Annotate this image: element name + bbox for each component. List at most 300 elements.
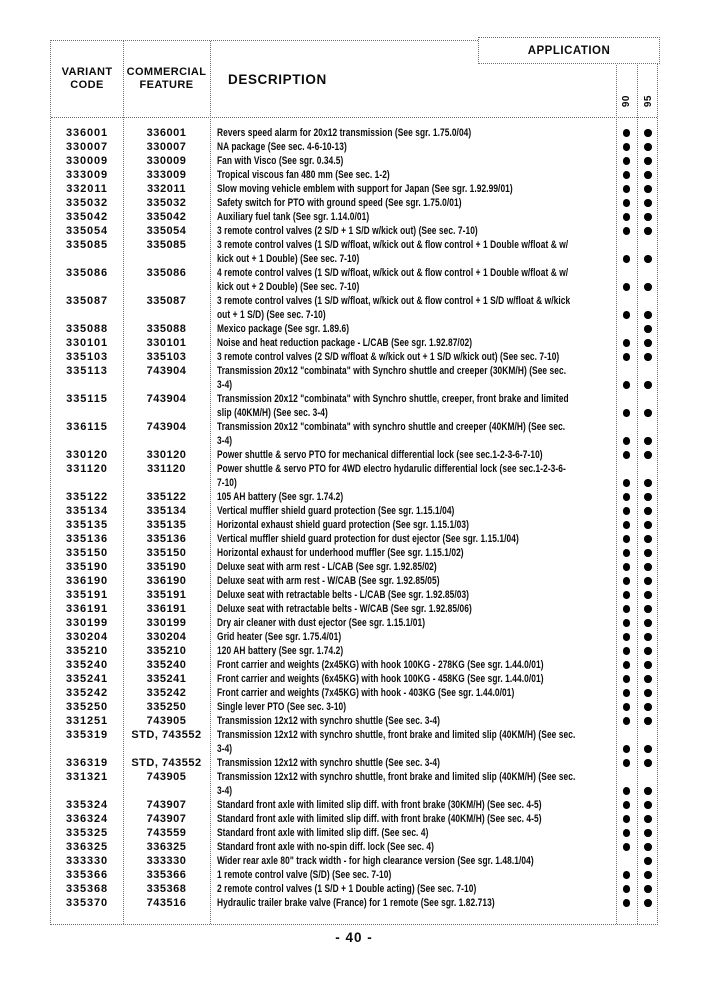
application-dot: [644, 199, 652, 207]
description-line: Vertical muffler shield guard protection (See sgr. 1.15.1/04): [217, 505, 455, 517]
commercial-feature-cell: 743905: [146, 715, 187, 727]
app-90-cell: [616, 518, 637, 532]
application-dot: [623, 171, 631, 179]
app-90-cell: [616, 672, 637, 686]
application-dot: [644, 759, 652, 767]
app-95-cell: [637, 546, 659, 560]
app-95-cell: [637, 154, 659, 168]
description-line: 105 AH battery (See sgr. 1.74.2): [217, 491, 344, 503]
variant-code-cell: 336190: [65, 575, 109, 587]
variant-code-cell: 335210: [65, 645, 109, 657]
description-cell: [210, 840, 616, 854]
variant-code-cell: 335054: [65, 225, 109, 237]
table-row: [51, 350, 657, 364]
variant-code-cell: 335370: [65, 897, 109, 909]
description-line: Standard front axle with limited slip diff. with front brake (30KM/H) (See sec. 4-5): [217, 799, 542, 811]
page-number: - 40 -: [335, 930, 373, 945]
description-cell: [210, 224, 616, 238]
app-95-cell: [637, 700, 659, 714]
application-dot: [644, 311, 652, 319]
description-line: 3 remote control valves (2 S/D + 1 S/D w/kick out) (See sec. 7-10): [217, 225, 478, 237]
description-line: 7-10): [217, 477, 237, 489]
variant-code-cell: 335191: [65, 589, 109, 601]
table-row: [51, 756, 657, 770]
commercial-feature-cell: 336001: [146, 127, 187, 139]
variant-code-cell: 330101: [65, 337, 109, 349]
commercial-feature-cell: STD, 743552: [131, 757, 202, 769]
description-line: Transmission 12x12 with synchro shuttle, front brake and limited slip (40KM/H) (See sec.: [217, 729, 576, 741]
application-dot: [623, 843, 631, 851]
table-row: [51, 322, 657, 336]
application-dot: [623, 507, 631, 515]
application-dot: [623, 185, 631, 193]
app-col-90-header: [616, 64, 637, 117]
application-dot: [623, 871, 631, 879]
app-90-cell: [616, 574, 637, 588]
table-row: [51, 266, 657, 294]
description-cell: [210, 770, 616, 798]
application-dot: [644, 185, 652, 193]
description-cell: [210, 364, 616, 392]
app-95-cell: [637, 266, 659, 294]
app-90-cell: [616, 602, 637, 616]
commercial-feature-cell: 743904: [146, 393, 187, 405]
variant-code-cell: 335150: [65, 547, 109, 559]
application-dot: [623, 535, 631, 543]
variant-code-cell: 336115: [66, 421, 108, 433]
app-90-cell: [616, 322, 637, 336]
description-cell: [210, 574, 616, 588]
table-row: [51, 868, 657, 882]
app-90-cell: [616, 168, 637, 182]
app-90-cell: [616, 238, 637, 266]
application-dot: [644, 255, 652, 263]
app-95-cell: [637, 644, 659, 658]
application-dot: [644, 843, 652, 851]
app-90-cell: [616, 756, 637, 770]
app-90-cell: [616, 630, 637, 644]
variant-code-cell: 336319: [65, 757, 109, 769]
app-95-cell: [637, 686, 659, 700]
description-line: Revers speed alarm for 20x12 transmission (See sgr. 1.75.0/04): [217, 127, 472, 139]
description-cell: [210, 322, 616, 336]
description-cell: [210, 462, 616, 490]
app-90-cell: [616, 140, 637, 154]
description-line: NA package (See sec. 4-6-10-13): [217, 141, 347, 153]
app-95-cell: [637, 770, 659, 798]
description-cell: [210, 154, 616, 168]
description-line: Transmission 20x12 "combinata" with Synchro shuttle, creeper, front brake and limited: [217, 393, 569, 405]
app-90-cell: [616, 896, 637, 910]
app-90-cell: [616, 266, 637, 294]
application-dot: [644, 661, 652, 669]
variant-code-cell: 330007: [65, 141, 109, 153]
app-95-cell: [637, 392, 659, 420]
app-95-cell: [637, 182, 659, 196]
description-line: Front carrier and weights (6x45KG) with hook 100KG - 458KG (See sgr. 1.44.0/01): [217, 673, 544, 685]
application-dot: [644, 647, 652, 655]
variant-code-header-line2: CODE: [70, 79, 104, 91]
application-dot: [623, 563, 631, 571]
application-dot: [644, 675, 652, 683]
description-line: Vertical muffler shield guard protection for dust ejector (See sgr. 1.15.1/04): [217, 533, 519, 545]
commercial-feature-cell: 335210: [146, 645, 187, 657]
application-dot: [644, 815, 652, 823]
description-cell: [210, 826, 616, 840]
application-dot: [623, 899, 631, 907]
application-dot: [644, 409, 652, 417]
table-row: [51, 462, 657, 490]
app-col-90-label: 90: [621, 94, 632, 107]
commercial-feature-header-line2: FEATURE: [139, 79, 194, 91]
commercial-feature-cell: 330120: [146, 449, 187, 461]
description-line: Fan with Visco (See sgr. 0.34.5): [217, 155, 344, 167]
app-90-cell: [616, 868, 637, 882]
application-dot: [623, 311, 631, 319]
app-95-cell: [637, 504, 659, 518]
app-90-cell: [616, 686, 637, 700]
table-row: [51, 686, 657, 700]
table-row: [51, 896, 657, 910]
application-dot: [623, 129, 631, 137]
description-cell: [210, 490, 616, 504]
app-90-cell: [616, 616, 637, 630]
app-95-cell: [637, 714, 659, 728]
app-90-cell: [616, 224, 637, 238]
application-dot: [623, 227, 631, 235]
variant-code-cell: 335135: [65, 519, 109, 531]
application-dot: [623, 815, 631, 823]
app-95-cell: [637, 420, 659, 448]
commercial-feature-cell: 330009: [146, 155, 187, 167]
table-row: [51, 882, 657, 896]
application-dot: [623, 787, 631, 795]
table-row: [51, 588, 657, 602]
description-line: 120 AH battery (See sgr. 1.74.2): [217, 645, 344, 657]
description-line: out + 1 S/D) (See sec. 7-10): [217, 309, 326, 321]
description-line: Transmission 12x12 with synchro shuttle (See sec. 3-4): [217, 757, 440, 769]
application-dot: [623, 409, 631, 417]
application-dot: [644, 339, 652, 347]
commercial-feature-cell: 335240: [146, 659, 187, 671]
application-dot: [623, 591, 631, 599]
application-dot: [644, 227, 652, 235]
application-dot: [644, 899, 652, 907]
commercial-feature-cell: 743904: [146, 421, 187, 433]
description-line: Front carrier and weights (7x45KG) with hook - 403KG (See sgr. 1.44.0/01): [217, 687, 515, 699]
description-line: Transmission 20x12 "combinata" with Synchro shuttle and creeper (30KM/H) (See sec.: [217, 365, 567, 377]
commercial-feature-cell: 335042: [146, 211, 187, 223]
app-col-95-header: [637, 64, 659, 117]
app-90-cell: [616, 532, 637, 546]
table-row: [51, 700, 657, 714]
app-95-cell: [637, 588, 659, 602]
application-dot: [644, 171, 652, 179]
application-dot: [623, 885, 631, 893]
commercial-feature-cell: 330204: [146, 631, 187, 643]
description-line: 1 remote control valve (S/D) (See sec. 7-10): [217, 869, 392, 881]
application-dot: [623, 521, 631, 529]
table-row: [51, 490, 657, 504]
application-dot: [623, 353, 631, 361]
description-line: kick out + 1 Double) (See sec. 7-10): [217, 253, 360, 265]
application-dot: [623, 759, 631, 767]
commercial-feature-cell: 330007: [146, 141, 187, 153]
app-90-cell: [616, 350, 637, 364]
application-dot: [623, 549, 631, 557]
variant-code-cell: 335324: [65, 799, 109, 811]
application-dot: [623, 801, 631, 809]
application-dot: [623, 437, 631, 445]
application-dot: [623, 829, 631, 837]
application-dot: [644, 283, 652, 291]
application-dot: [644, 325, 652, 333]
app-95-cell: [637, 756, 659, 770]
commercial-feature-cell: 335032: [146, 197, 187, 209]
description-line: Transmission 12x12 with synchro shuttle, front brake and limited slip (40KM/H) (See sec.: [217, 771, 576, 783]
description-line: Hydraulic trailer brake valve (France) for 1 remote (See sgr. 1.82.713): [217, 897, 495, 909]
app-95-cell: [637, 364, 659, 392]
app-90-cell: [616, 504, 637, 518]
description-line: 2 remote control valves (1 S/D + 1 Double acting) (See sec. 7-10): [217, 883, 477, 895]
application-dot: [644, 521, 652, 529]
description-line: Grid heater (See sgr. 1.75.4/01): [217, 631, 342, 643]
table-row: [51, 854, 657, 868]
application-dot: [644, 633, 652, 641]
app-95-cell: [637, 518, 659, 532]
description-line: Noise and heat reduction package - L/CAB (See sgr. 1.92.87/02): [217, 337, 473, 349]
table-row: [51, 182, 657, 196]
app-95-cell: [637, 672, 659, 686]
app-95-cell: [637, 126, 659, 140]
variant-code-cell: 335250: [65, 701, 109, 713]
application-dot: [623, 577, 631, 585]
variant-code-cell: 335115: [66, 393, 108, 405]
app-90-cell: [616, 658, 637, 672]
application-dot: [644, 353, 652, 361]
description-cell: [210, 672, 616, 686]
variant-code-cell: 335113: [66, 365, 108, 377]
variant-code-cell: 332011: [66, 183, 108, 195]
application-dot: [623, 661, 631, 669]
description-cell: [210, 882, 616, 896]
app-90-cell: [616, 588, 637, 602]
variant-code-cell: 335242: [65, 687, 109, 699]
variant-code-cell: 331321: [65, 771, 109, 783]
app-90-cell: [616, 196, 637, 210]
variant-code-cell: 336324: [65, 813, 109, 825]
description-line: Deluxe seat with arm rest - W/CAB (See sgr. 1.92.85/05): [217, 575, 440, 587]
app-90-cell: [616, 392, 637, 420]
application-dot: [644, 381, 652, 389]
description-line: slip (40KM/H) (See sec. 3-4): [217, 407, 328, 419]
app-90-cell: [616, 364, 637, 392]
table-row: [51, 140, 657, 154]
commercial-feature-cell: 333009: [146, 169, 187, 181]
app-90-cell: [616, 210, 637, 224]
application-dot: [644, 437, 652, 445]
variant-code-header: [51, 41, 123, 117]
description-line: Single lever PTO (See sec. 3-10): [217, 701, 347, 713]
app-95-cell: [637, 238, 659, 266]
commercial-feature-cell: STD, 743552: [131, 729, 202, 741]
description-header: DESCRIPTION: [228, 71, 327, 87]
commercial-feature-header: [123, 41, 210, 117]
application-dot: [644, 829, 652, 837]
application-dot: [644, 493, 652, 501]
application-dot: [644, 213, 652, 221]
table-row: [51, 616, 657, 630]
application-dot: [623, 689, 631, 697]
application-dot: [623, 493, 631, 501]
description-cell: [210, 504, 616, 518]
variant-code-cell: 331251: [65, 715, 109, 727]
table-row: [51, 798, 657, 812]
application-dot: [644, 591, 652, 599]
application-dot: [644, 451, 652, 459]
variant-code-cell: 330199: [65, 617, 109, 629]
description-line: Standard front axle with limited slip diff. with front brake (40KM/H) (See sec. 4-5): [217, 813, 542, 825]
app-90-cell: [616, 854, 637, 868]
description-cell: [210, 336, 616, 350]
commercial-feature-cell: 335366: [146, 869, 187, 881]
application-dot: [623, 633, 631, 641]
application-dot: [644, 787, 652, 795]
variant-code-cell: 336001: [65, 127, 109, 139]
table-row: [51, 714, 657, 728]
description-line: Power shuttle & servo PTO for 4WD electro hydarulic differential lock (see sec.1-2-3-6-: [217, 463, 566, 475]
app-90-cell: [616, 770, 637, 798]
variant-code-cell: 335368: [65, 883, 109, 895]
description-cell: [210, 294, 616, 322]
app-90-cell: [616, 728, 637, 756]
application-dot: [644, 871, 652, 879]
table-row: [51, 812, 657, 826]
description-line: Transmission 12x12 with synchro shuttle (See sec. 3-4): [217, 715, 440, 727]
commercial-feature-cell: 330199: [146, 617, 187, 629]
description-line: Front carrier and weights (2x45KG) with hook 100KG - 278KG (See sgr. 1.44.0/01): [217, 659, 544, 671]
description-cell: [210, 812, 616, 826]
description-line: Standard front axle with limited slip diff. (See sec. 4): [217, 827, 429, 839]
variant-code-cell: 335366: [65, 869, 109, 881]
description-cell: [210, 448, 616, 462]
application-dot: [644, 605, 652, 613]
commercial-feature-cell: 335085: [146, 239, 187, 251]
app-95-cell: [637, 336, 659, 350]
commercial-feature-cell: 743559: [146, 827, 187, 839]
app-95-cell: [637, 490, 659, 504]
application-dot: [623, 213, 631, 221]
app-95-cell: [637, 224, 659, 238]
commercial-feature-cell: 335136: [146, 533, 187, 545]
description-cell: [210, 126, 616, 140]
description-line: Deluxe seat with retractable belts - L/CAB (See sgr. 1.92.85/03): [217, 589, 470, 601]
description-cell: [210, 644, 616, 658]
description-line: Wider rear axle 80" track width - for high clearance version (See sgr. 1.48.1/04): [217, 855, 534, 867]
table-row: [51, 518, 657, 532]
app-90-cell: [616, 812, 637, 826]
table-row: [51, 658, 657, 672]
description-cell: [210, 420, 616, 448]
commercial-feature-cell: 333330: [146, 855, 187, 867]
table-row: [51, 630, 657, 644]
app-95-cell: [637, 602, 659, 616]
description-cell: [210, 182, 616, 196]
app-95-cell: [637, 630, 659, 644]
description-line: Standard front axle with no-spin diff. lock (See sec. 4): [217, 841, 435, 853]
description-line: Dry air cleaner with dust ejector (See sgr. 1.15.1/01): [217, 617, 426, 629]
description-line: 3 remote control valves (2 S/D w/float & w/kick out + 1 S/D w/kick out) (See sec. 7-10): [217, 351, 560, 363]
variant-code-cell: 330204: [65, 631, 109, 643]
description-cell: [210, 546, 616, 560]
description-cell: [210, 210, 616, 224]
application-dot: [644, 129, 652, 137]
variant-code-cell: 335042: [65, 211, 109, 223]
app-90-cell: [616, 826, 637, 840]
application-dot: [623, 157, 631, 165]
app-90-cell: [616, 448, 637, 462]
description-cell: [210, 896, 616, 910]
app-95-cell: [637, 896, 659, 910]
commercial-feature-cell: 335150: [146, 547, 187, 559]
application-dot: [644, 479, 652, 487]
commercial-feature-cell: 335242: [146, 687, 187, 699]
table-row: [51, 392, 657, 420]
commercial-feature-cell: 332011: [146, 183, 187, 195]
commercial-feature-cell: 335054: [146, 225, 187, 237]
commercial-feature-cell: 335191: [146, 589, 187, 601]
variant-code-cell: 336191: [65, 603, 109, 615]
application-dot: [644, 717, 652, 725]
app-95-cell: [637, 658, 659, 672]
table-row: [51, 294, 657, 322]
commercial-feature-cell: 335190: [146, 561, 187, 573]
description-line: Power shuttle & servo PTO for mechanical differential lock (see sec.1-2-3-6-7-10): [217, 449, 543, 461]
app-95-cell: [637, 616, 659, 630]
table-row: [51, 238, 657, 266]
commercial-feature-cell: 335134: [146, 505, 187, 517]
table-row: [51, 644, 657, 658]
variant-code-cell: 330009: [65, 155, 109, 167]
description-cell: [210, 266, 616, 294]
application-dot: [644, 885, 652, 893]
description-line: kick out + 2 Double) (See sec. 7-10): [217, 281, 360, 293]
app-90-cell: [616, 336, 637, 350]
variant-code-header-line1: VARIANT: [61, 66, 113, 78]
app-95-cell: [637, 462, 659, 490]
app-90-cell: [616, 560, 637, 574]
app-95-cell: [637, 210, 659, 224]
app-95-cell: [637, 812, 659, 826]
description-cell: [210, 350, 616, 364]
application-dot: [644, 703, 652, 711]
commercial-feature-header-line1: COMMERCIAL: [126, 66, 207, 78]
application-dot: [644, 143, 652, 151]
app-95-cell: [637, 140, 659, 154]
app-95-cell: [637, 350, 659, 364]
application-dot: [644, 619, 652, 627]
commercial-feature-cell: 335122: [146, 491, 187, 503]
table-row: [51, 364, 657, 392]
commercial-feature-cell: 335368: [146, 883, 187, 895]
variant-code-cell: 331120: [66, 463, 108, 475]
table-row: [51, 532, 657, 546]
variant-code-cell: 335240: [65, 659, 109, 671]
table-row: [51, 602, 657, 616]
description-cell: [210, 686, 616, 700]
commercial-feature-cell: 331120: [146, 463, 187, 475]
description-cell: [210, 616, 616, 630]
